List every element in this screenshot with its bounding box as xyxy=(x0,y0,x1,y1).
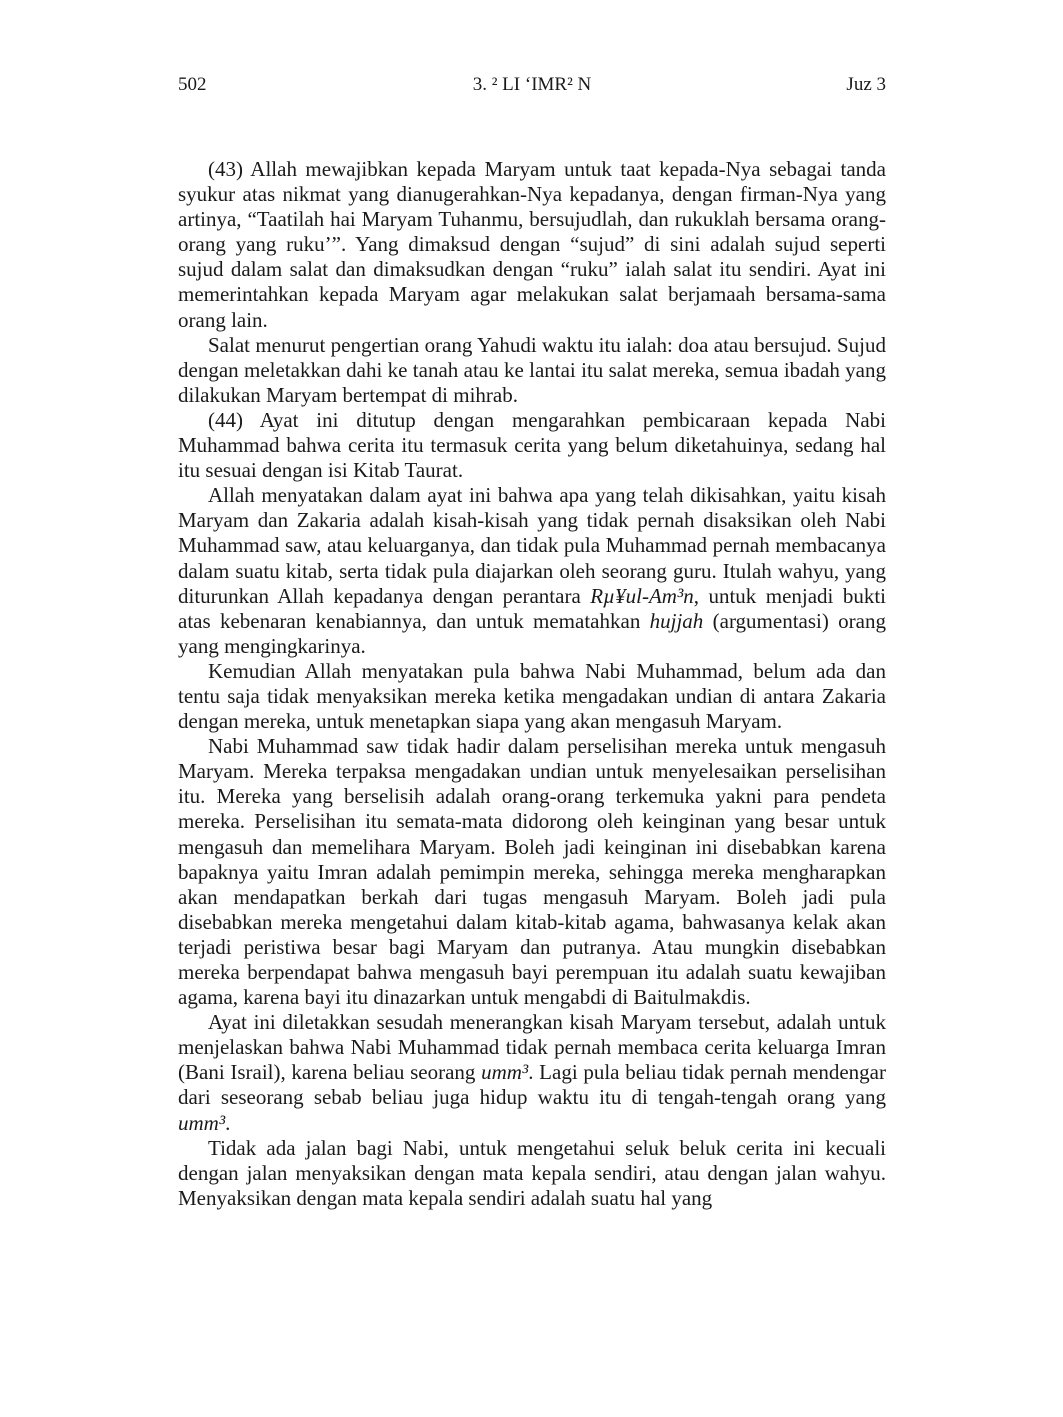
paragraph-text: (argumentasi) orang yang mengingkarinya. xyxy=(178,608,886,658)
paragraph-text: Allah menyatakan dalam ayat ini bahwa apa yang telah dikisahkan, yaitu kisah Maryam dan Zakaria adalah kisah-kisah yang tidak pernah disaksikan oleh Nabi Muhammad saw, atau keluarganya, dan tidak pula Muhammad pernah membacanya dalam suatu kitab, serta tidak pula diajarkan oleh seorang guru. Itulah wahyu, yang diturunkan Allah kepadanya dengan perantara xyxy=(178,483,886,608)
page-number: 502 xyxy=(178,74,207,95)
paragraph-text: Nabi Muhammad saw tidak hadir dalam perselisihan mereka untuk mengasuh Maryam. Mereka terpaksa mengadakan undian untuk menyelesaikan perselisihan itu. Mereka yang berselisih adalah orang-orang terkemuka yakni para pendeta mereka. Perselisihan itu semata-mata didorong oleh keinginan yang besar untuk mengasuh dan memelihara Maryam. Boleh jadi keinginan ini disebabkan karena bapaknya yaitu Imran adalah pemimpin mereka, sehingga mereka mengharapkan akan mendapatkan berkah dari tugas mengasuh Maryam. Boleh jadi pula disebabkan mereka mengetahui dalam kitab-kitab agama, bahwasanya kelak akan terjadi peristiwa besar bagi Maryam dan putranya. Atau mungkin disebabkan mereka berpendapat bahwa mengasuh bayi perempuan itu adalah suatu kewajiban agama, karena bayi itu dinazarkan untuk mengabdi di Baitulmakdis. xyxy=(178,734,886,1010)
paragraph xyxy=(178,483,886,659)
paragraph xyxy=(178,1010,886,1135)
paragraph-text: . xyxy=(225,1110,231,1135)
paragraph xyxy=(178,1136,886,1211)
paragraph-text: Kemudian Allah menyatakan pula bahwa Nabi Muhammad, belum ada dan tentu saja tidak menyaksikan mereka ketika mengadakan undian di antara Zakaria dengan mereka, untuk menetapkan siapa yang akan mengasuh Maryam. xyxy=(178,658,886,734)
paragraph-text: , untuk menjadi bukti atas kebenaran kenabiannya, dan untuk mematahkan xyxy=(178,583,886,633)
running-title: 3. ² LI ‘IMR² N xyxy=(472,74,592,95)
paragraph xyxy=(178,408,886,483)
paragraph-text: Tidak ada jalan bagi Nabi, untuk mengetahui seluk beluk cerita ini kecuali dengan jalan menyaksikan dengan mata kepala sendiri, atau dengan jalan wahyu. Menyaksikan dengan mata kepala sendiri adalah suatu hal yang xyxy=(178,1135,886,1210)
page-header xyxy=(178,72,886,98)
body-text xyxy=(178,157,886,1211)
paragraph xyxy=(178,734,886,1010)
paragraph-text: (44) Ayat ini ditutup dengan mengarahkan pembicaraan kepada Nabi Muhammad bahwa cerita itu termasuk cerita yang belum diketahuinya, sedang hal itu sesuai dengan isi Kitab Taurat. xyxy=(178,407,886,483)
paragraph xyxy=(178,659,886,734)
paragraph-text: Ayat ini diletakkan sesudah menerangkan kisah Maryam tersebut, adalah untuk menjelaskan bahwa Nabi Muhammad tidak pernah membaca cerita keluarga Imran (Bani Israil), karena beliau seorang xyxy=(178,1010,886,1085)
juz-label: Juz 3 xyxy=(846,74,886,95)
paragraph-text: Salat menurut pengertian orang Yahudi waktu itu ialah: doa atau bersujud. Sujud dengan meletakkan dahi ke tanah atau ke lantai itu salat mereka, semua ibadah yang dilakukan Maryam bertempat di mihrab. xyxy=(178,332,886,407)
italic-term: Rµ¥ul-Am³n xyxy=(590,583,694,608)
italic-term: hujjah xyxy=(649,608,704,633)
paragraph-text: (43) Allah mewajibkan kepada Maryam untuk taat kepada-Nya sebagai tanda syukur atas nikmat yang dianugerahkan-Nya kepadanya, dengan firman-Nya yang artinya, “Taatilah hai Maryam Tuhanmu, bersujudlah, dan rukuklah bersama orang-orang yang ruku’”. Yang dimaksud dengan “sujud” di sini adalah sujud seperti sujud dalam salat dan dimaksudkan dengan “ruku” ialah salat itu sendiri. Ayat ini memerintahkan kepada Maryam agar melakukan salat berjamaah bersama-sama orang lain. xyxy=(178,157,886,332)
italic-term: umm³ xyxy=(481,1060,529,1085)
paragraph-text: . Lagi pula beliau tidak pernah mendengar dari seseorang sebab beliau juga hidup waktu itu di tengah-tengah orang yang xyxy=(178,1060,886,1110)
italic-term: umm³ xyxy=(178,1110,226,1135)
paragraph xyxy=(178,333,886,408)
paragraph xyxy=(178,157,886,333)
